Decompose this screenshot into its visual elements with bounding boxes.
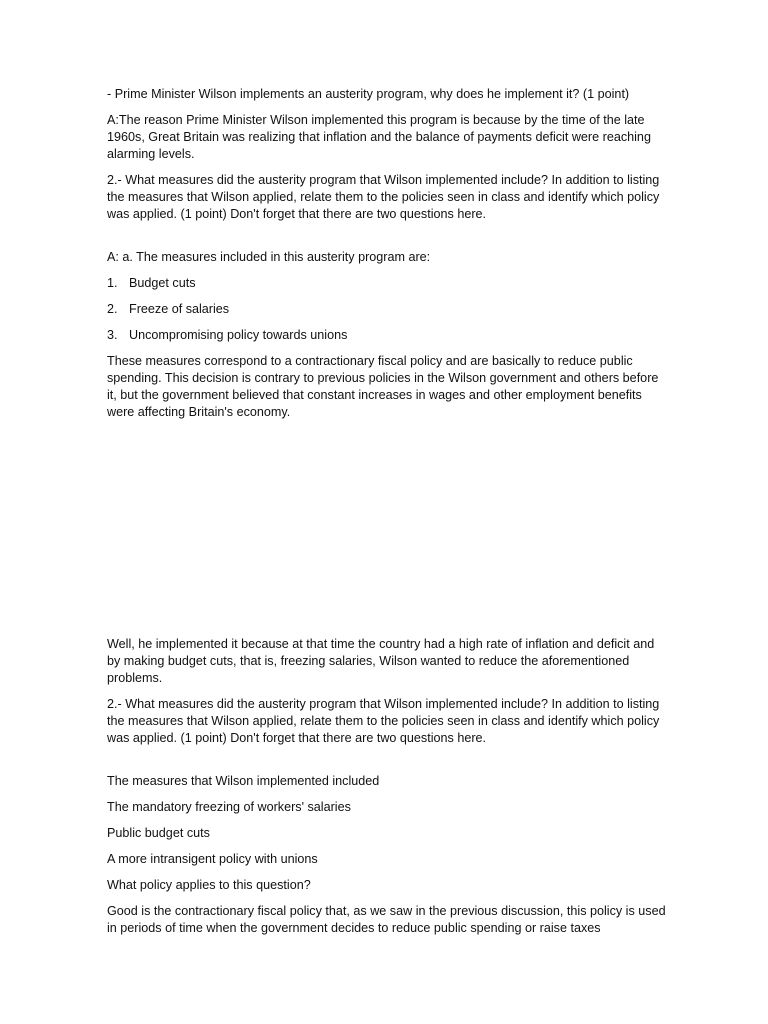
answer-2-intro: A: a. The measures included in this austerity program are: [107,250,431,264]
document-section-1 [107,86,667,430]
list-text: Budget cuts [129,276,196,290]
list-text: Uncompromising policy towards unions [129,328,348,342]
measure-salary-freeze: The mandatory freezing of workers' salaries [107,800,351,814]
document-section-2 [107,636,667,946]
answer-1: A:The reason Prime Minister Wilson implemented this program is because by the time of the late 1960s, Great Britain was realizing that inflation and the balance of payments deficit were reaching alarming levels. [107,113,651,161]
list-number: 1. [107,276,118,290]
policy-answer: Good is the contractionary fiscal policy that, as we saw in the previous discussion, this policy is used in periods of time when the government decides to reduce public spending or raise taxes [107,904,666,935]
question-2: 2.- What measures did the austerity program that Wilson implemented include? In addition to listing the measures that Wilson applied, relate them to the policies seen in class and identify which policy was applied. (1 point) Don't forget that there are two questions here. [107,173,660,221]
list-number: 3. [107,328,118,342]
measure-union-policy: A more intransigent policy with unions [107,852,318,866]
policy-question: What policy applies to this question? [107,878,311,892]
measures-intro: The measures that Wilson implemented included [107,774,380,788]
list-item [107,275,667,292]
list-number: 2. [107,302,118,316]
answer-2-explanation: These measures correspond to a contractionary fiscal policy and are basically to reduce public spending. This decision is contrary to previous policies in the Wilson government and others before it, but the government believed that constant increases in wages and other employment benefits were affecting Britain's economy. [107,354,659,419]
list-text: Freeze of salaries [129,302,230,316]
list-item [107,301,667,318]
question-2-repeat: 2.- What measures did the austerity program that Wilson implemented include? In addition to listing the measures that Wilson applied, relate them to the policies seen in class and identify which policy was applied. (1 point) Don't forget that there are two questions here. [107,697,660,745]
answer-1-alt: Well, he implemented it because at that time the country had a high rate of inflation and deficit and by making budget cuts, that is, freezing salaries, Wilson wanted to reduce the aforementioned problems. [107,637,655,685]
measure-budget-cuts: Public budget cuts [107,826,210,840]
list-item [107,327,667,344]
question-1: - Prime Minister Wilson implements an austerity program, why does he implement it? (1 point) [107,87,630,101]
